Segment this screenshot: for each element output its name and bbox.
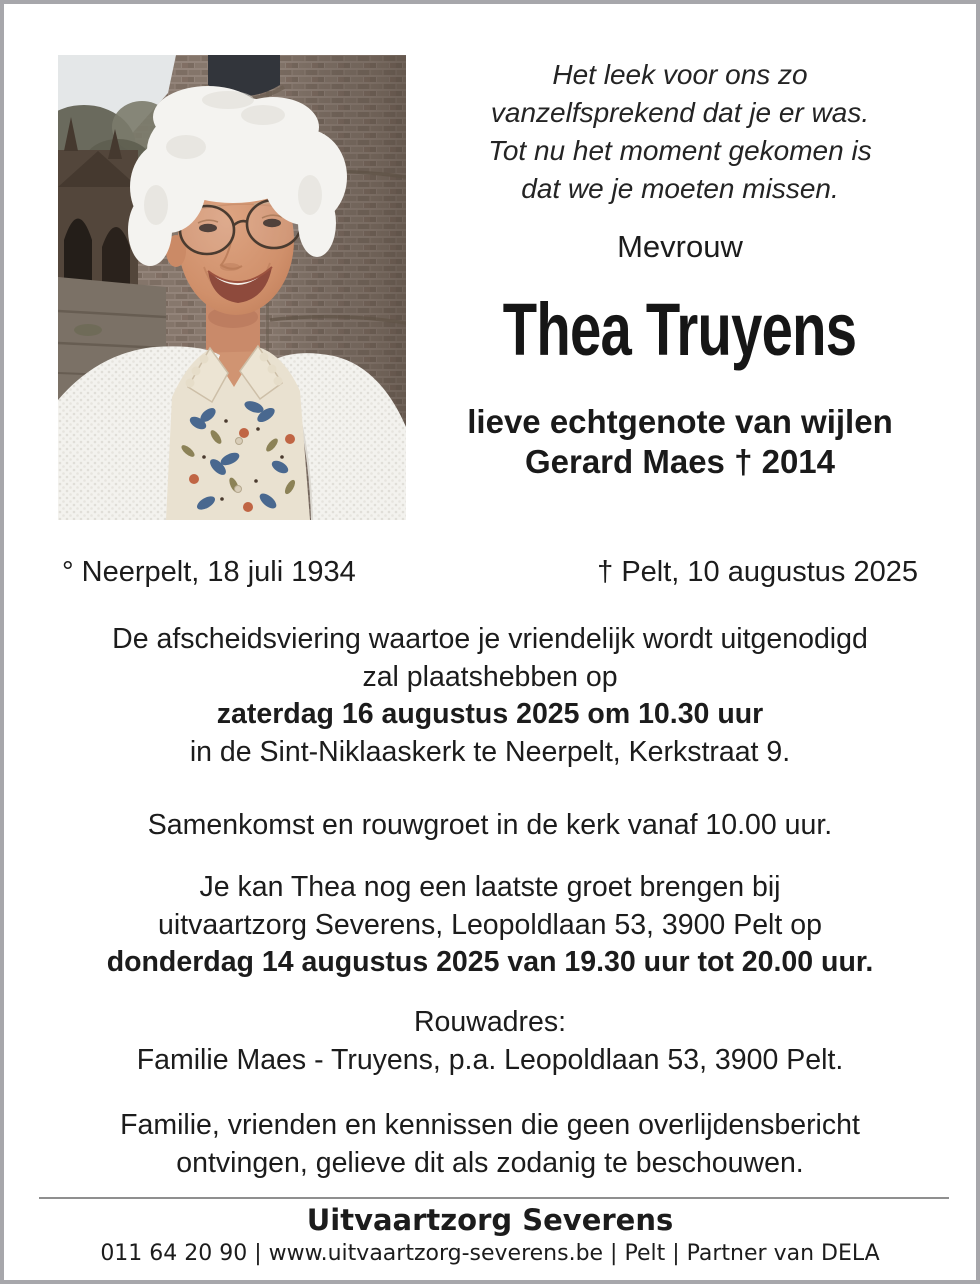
ceremony-date-time: zaterdag 16 augustus 2025 om 10.30 uur [216,698,764,730]
quote-line: vanzelfsprekend dat je er was. [490,97,870,128]
life-dates [62,553,918,591]
quote-line: Tot nu het moment gekomen is [488,135,872,166]
farewell-line: Je kan Thea nog een laatste groet brengen bij [199,871,781,903]
funeral-home-contact: 011 64 20 90 | www.uitvaartzorg-severens.be | Pelt | Partner van DELA [100,1241,880,1266]
farewell-visit-info [4,869,976,982]
gathering-line: Samenkomst en rouwgroet in de kerk vanaf 10.00 uur. [147,809,833,841]
general-notice [4,1107,976,1182]
relation-to-spouse [405,402,955,482]
death-date: † Pelt, 10 augustus 2025 [597,556,918,588]
memorial-quote [405,56,955,208]
relation-line: lieve echtgenote van wijlen [467,403,893,440]
deceased-name-text: Thea Truyens [503,288,857,371]
salutation: Mevrouw [617,229,743,264]
footer-divider [39,1197,949,1199]
birth-date: ° Neerpelt, 18 juli 1934 [62,556,356,588]
relation-line: Gerard Maes † 2014 [524,443,836,480]
ceremony-line: De afscheidsviering waartoe je vriendelijk wordt uitgenodigd [112,623,868,655]
portrait-photo-graphic [58,55,406,520]
funeral-home-name: Uitvaartzorg Severens [306,1203,674,1237]
portrait-photo [58,55,406,520]
quote-line: dat we je moeten missen. [521,173,839,204]
mourning-address-value: Familie Maes - Truyens, p.a. Leopoldlaan 53, 3900 Pelt. [136,1043,844,1076]
farewell-location: uitvaartzorg Severens, Leopoldlaan 53, 3900 Pelt op [158,908,822,941]
ceremony-announcement [4,621,976,771]
mourning-address-label: Rouwadres: [413,1006,567,1038]
mourning-address [4,1004,976,1079]
deceased-name [405,290,955,391]
farewell-date-time: donderdag 14 augustus 2025 van 19.30 uur tot 20.00 uur. [106,946,874,978]
notice-line: Familie, vrienden en kennissen die geen overlijdensbericht [120,1109,860,1141]
ceremony-line: zal plaatshebben op [362,660,618,693]
funeral-home-footer [4,1203,976,1269]
notice-line: ontvingen, gelieve dit als zodanig te beschouwen. [176,1146,804,1179]
ceremony-location: in de Sint-Niklaaskerk te Neerpelt, Kerkstraat 9. [189,735,791,768]
quote-line: Het leek voor ons zo [552,59,808,90]
gathering-info [4,807,976,845]
